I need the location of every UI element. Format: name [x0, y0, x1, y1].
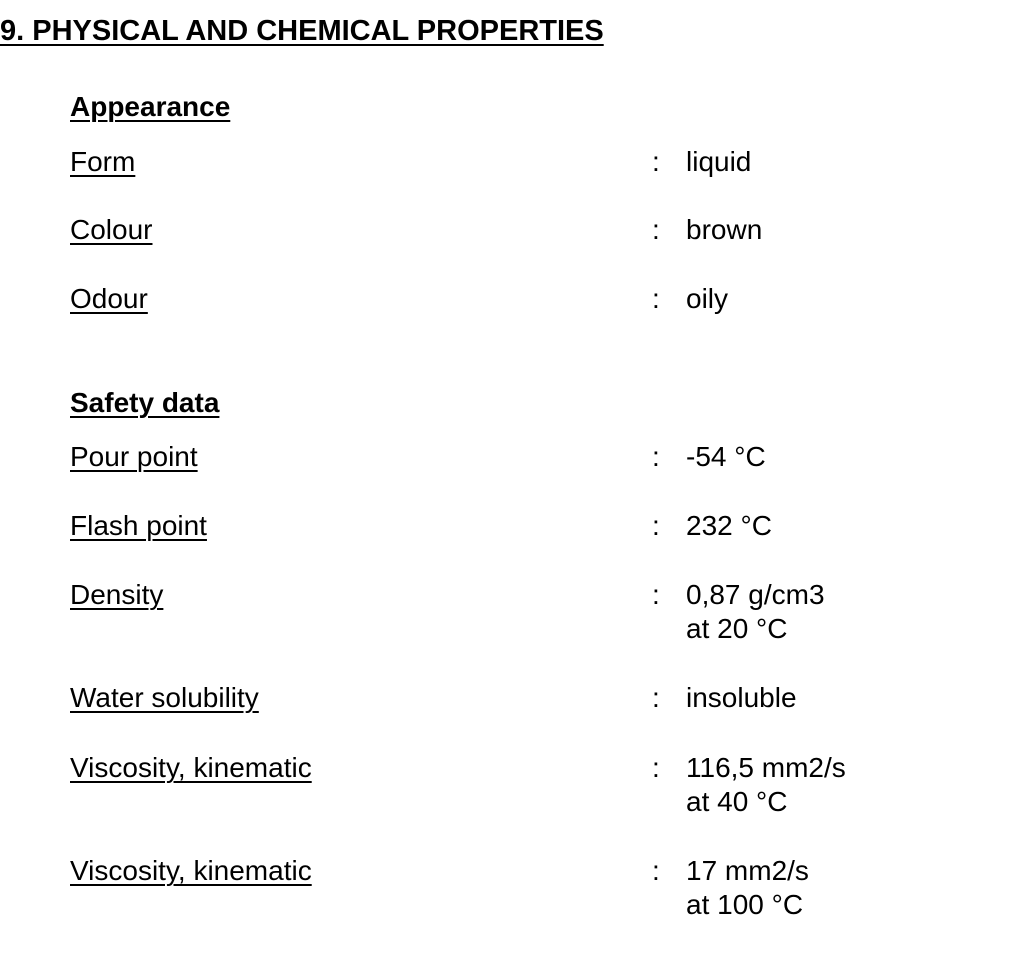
property-value	[686, 751, 846, 819]
value-line: liquid	[686, 146, 752, 177]
property-label: Viscosity, kinematic	[70, 752, 312, 783]
property-row-odour	[0, 282, 1010, 352]
safety-data-heading: Safety data	[70, 387, 220, 418]
property-row-colour	[0, 213, 1010, 283]
value-condition: at 100 °C	[686, 889, 804, 920]
value-line: brown	[686, 214, 763, 245]
separator-colon: :	[652, 579, 660, 610]
property-label: Water solubility	[70, 682, 259, 713]
property-label: Pour point	[70, 441, 198, 472]
property-row-water-solubility	[0, 681, 1010, 751]
value-line: 116,5 mm2/s	[686, 752, 846, 783]
property-row-pour-point	[0, 440, 1010, 510]
property-label: Flash point	[70, 510, 207, 541]
property-value	[686, 440, 766, 474]
value-line: oily	[686, 283, 729, 314]
property-value	[686, 681, 797, 715]
property-row-density	[0, 578, 1010, 648]
value-line: -54 °C	[686, 441, 766, 472]
property-label: Colour	[70, 214, 153, 245]
property-row-flash-point	[0, 509, 1010, 579]
value-condition: at 20 °C	[686, 613, 788, 644]
value-line: insoluble	[686, 682, 797, 713]
appearance-heading: Appearance	[70, 91, 231, 122]
property-value	[686, 578, 825, 646]
property-value	[686, 509, 772, 543]
separator-colon: :	[652, 510, 660, 541]
separator-colon: :	[652, 146, 660, 177]
separator-colon: :	[652, 682, 660, 713]
property-label: Odour	[70, 283, 148, 314]
property-row-form	[0, 145, 1010, 215]
property-value	[686, 145, 751, 179]
separator-colon: :	[652, 752, 660, 783]
separator-colon: :	[652, 855, 660, 886]
property-value	[686, 282, 728, 316]
property-label: Form	[70, 146, 136, 177]
value-line: 0,87 g/cm3	[686, 579, 825, 610]
value-line: 17 mm2/s	[686, 855, 809, 886]
separator-colon: :	[652, 283, 660, 314]
property-value	[686, 213, 762, 247]
property-value	[686, 854, 809, 922]
section-title: 9. PHYSICAL AND CHEMICAL PROPERTIES	[0, 15, 604, 47]
value-line: 232 °C	[686, 510, 772, 541]
value-condition: at 40 °C	[686, 786, 788, 817]
separator-colon: :	[652, 441, 660, 472]
separator-colon: :	[652, 214, 660, 245]
property-row-viscosity-40	[0, 751, 1010, 821]
property-row-viscosity-100	[0, 854, 1010, 924]
property-label: Density	[70, 579, 164, 610]
property-label: Viscosity, kinematic	[70, 855, 312, 886]
